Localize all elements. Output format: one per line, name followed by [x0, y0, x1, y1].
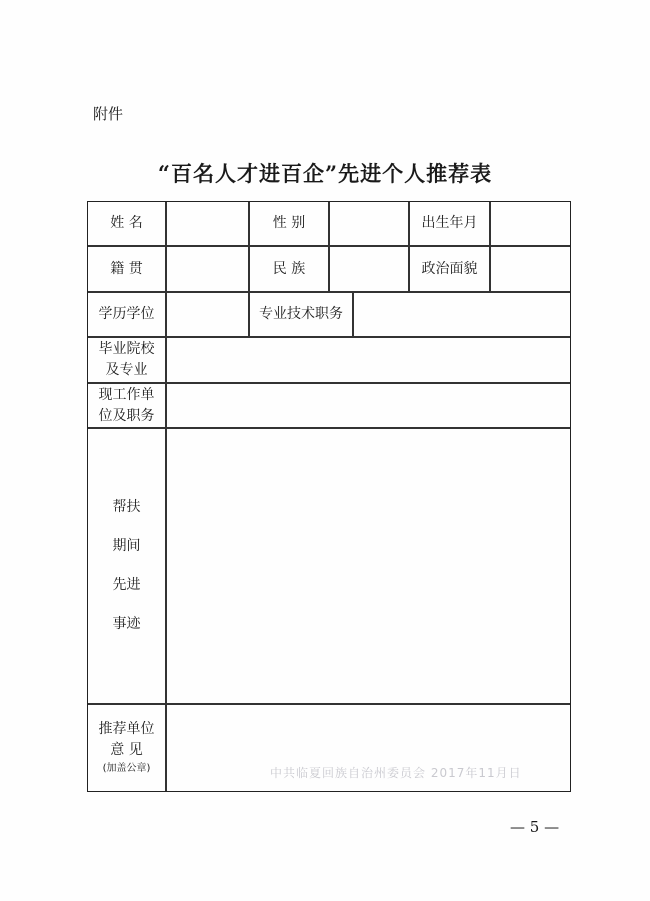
ethnicity-label: 民 族 [249, 246, 329, 292]
recommend-label-line1: 推荐单位 [98, 721, 155, 738]
school-field[interactable] [166, 337, 571, 383]
name-label: 姓 名 [87, 201, 166, 246]
education-label: 学历学位 [87, 292, 166, 337]
faint-showthrough-text: 中共临夏回族自治州委员会 2017年11月日 [270, 766, 522, 780]
official-seal-note: (加盖公章) [102, 763, 151, 775]
work-field[interactable] [166, 383, 571, 428]
education-field[interactable] [166, 292, 249, 337]
deeds-label-line4: 事迹 [112, 616, 141, 632]
form-title: “百名人才进百企”先进个人推荐表 [157, 161, 493, 186]
attachment-label: 附件 [93, 105, 124, 123]
native-field[interactable] [166, 246, 249, 292]
school-label-line1: 毕业院校 [98, 341, 155, 357]
work-label-line1: 现工作单 [98, 386, 155, 403]
deeds-label [87, 428, 166, 704]
page-number: — 5 — [510, 818, 560, 836]
recommendation-form [87, 201, 571, 792]
deeds-field[interactable] [166, 428, 571, 704]
school-label [87, 337, 166, 383]
political-field[interactable] [490, 246, 571, 292]
birth-field[interactable] [490, 201, 571, 246]
birth-label: 出生年月 [409, 201, 490, 246]
gender-field[interactable] [329, 201, 409, 246]
native-label: 籍 贯 [87, 246, 166, 292]
political-label: 政治面貌 [409, 246, 490, 292]
professional-title-label: 专业技术职务 [249, 292, 353, 337]
school-label-line2: 及专业 [105, 362, 148, 378]
deeds-label-line1: 帮扶 [112, 499, 141, 515]
recommend-label-line2: 意 见 [110, 741, 143, 758]
deeds-label-line2: 期间 [112, 538, 141, 554]
recommend-label [87, 704, 166, 792]
work-label-line2: 位及职务 [98, 407, 155, 424]
deeds-label-line3: 先进 [112, 577, 141, 593]
work-label [87, 383, 166, 428]
name-field[interactable] [166, 201, 249, 246]
professional-title-field[interactable] [353, 292, 571, 337]
gender-label: 性 别 [249, 201, 329, 246]
ethnicity-field[interactable] [329, 246, 409, 292]
